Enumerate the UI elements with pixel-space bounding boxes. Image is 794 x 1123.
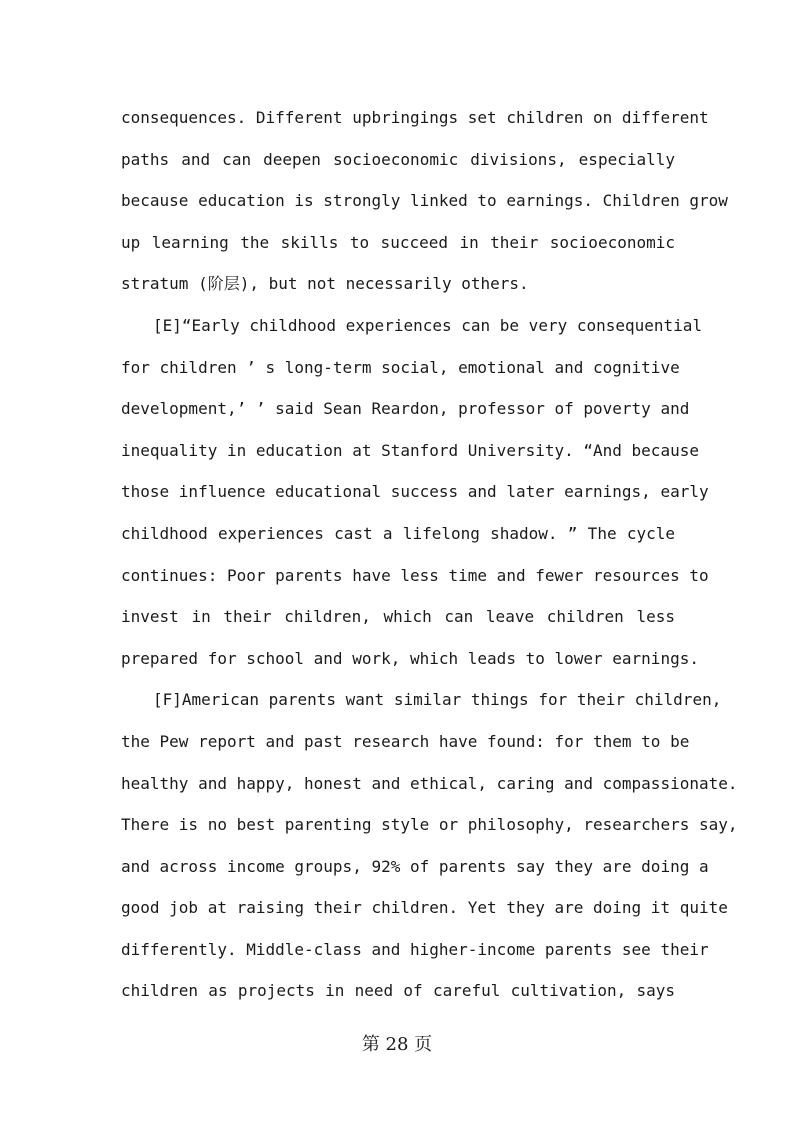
text-line: up learning the skills to succeed in their socioeconomic (121, 232, 675, 252)
text-line: stratum (阶层), but not necessarily others. (121, 274, 529, 294)
text-line: and across income groups, 92% of parents say they are doing a (121, 856, 709, 876)
text-line: for children ’ s long-term social, emotional and cognitive (121, 357, 680, 377)
body-text (121, 97, 738, 1012)
text-line: good job at raising their children. Yet they are doing it quite (121, 898, 728, 918)
text-line: inequality in education at Stanford University. “And because (121, 440, 699, 460)
text-line: those influence educational success and later earnings, early (121, 482, 709, 502)
paragraph-f-start: [F]American parents want similar things for their children, (153, 690, 722, 710)
text-line: the Pew report and past research have found: for them to be (121, 731, 690, 751)
page-number: 第 28 页 (361, 1034, 433, 1055)
text-line: healthy and happy, honest and ethical, caring and compassionate. (121, 773, 738, 793)
text-line: paths and can deepen socioeconomic divisions, especially (121, 149, 675, 169)
paragraph-e-start: [E]“Early childhood experiences can be very consequential (153, 315, 703, 335)
text-line: childhood experiences cast a lifelong shadow. ” The cycle (121, 523, 675, 543)
text-line: consequences. Different upbringings set children on different (121, 108, 709, 127)
text-line: continues: Poor parents have less time and fewer resources to (121, 565, 709, 585)
text-line: There is no best parenting style or philosophy, researchers say, (121, 815, 738, 835)
text-line: children as projects in need of careful cultivation, says (121, 981, 675, 1001)
text-line: development,’ ’ said Sean Reardon, professor of poverty and (121, 399, 690, 419)
text-line: prepared for school and work, which leads to lower earnings. (121, 648, 699, 668)
text-line: invest in their children, which can leave children less (121, 607, 675, 627)
text-line: differently. Middle-class and higher-income parents see their (121, 939, 709, 959)
text-line: because education is strongly linked to earnings. Children grow (121, 191, 728, 211)
